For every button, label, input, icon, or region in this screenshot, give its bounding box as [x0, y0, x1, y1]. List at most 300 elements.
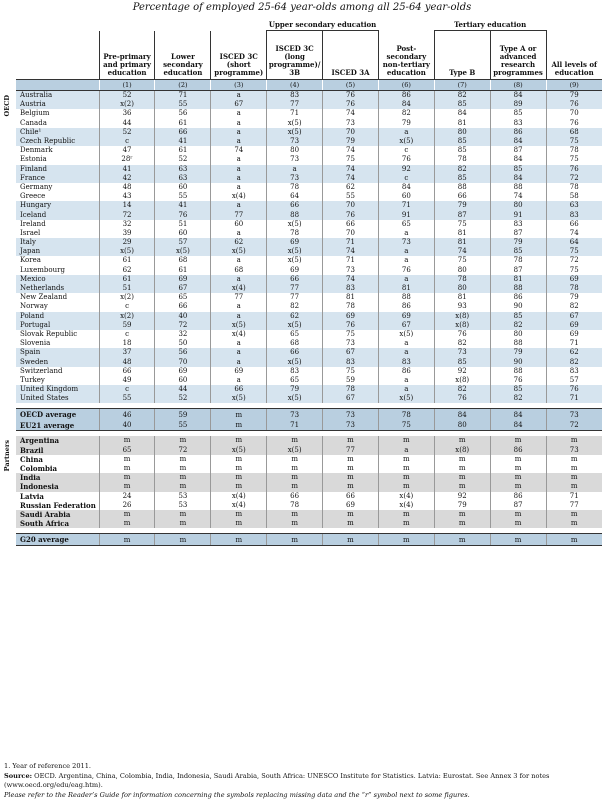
table-row [2, 385, 602, 394]
table-cell: 43 [99, 192, 155, 201]
country-name: Spain [16, 348, 99, 357]
table-row [2, 247, 602, 256]
column-index-6: (6) [378, 80, 434, 91]
table-row [2, 501, 602, 510]
table-cell: 84 [490, 409, 546, 420]
table-cell: 76 [434, 330, 490, 339]
table-cell: 18 [99, 339, 155, 348]
table-cell: 80 [490, 201, 546, 210]
column-header-1: Pre-primary and primary education [99, 31, 155, 80]
table-cell: 63 [155, 165, 211, 174]
table-row [2, 183, 602, 192]
table-cell: 88 [490, 183, 546, 192]
table-cell: 66 [267, 348, 323, 357]
table-cell: 39 [99, 229, 155, 238]
table-cell: m [211, 436, 267, 445]
table-cell: m [267, 464, 323, 473]
table-row [2, 446, 602, 455]
group-upper-secondary: Upper secondary education [267, 18, 379, 31]
table-notes [4, 762, 602, 800]
table-cell: x(4) [378, 492, 434, 501]
table-cell: m [546, 464, 602, 473]
country-name: Japan [16, 247, 99, 256]
table-cell: m [378, 510, 434, 519]
country-name: Czech Republic [16, 137, 99, 146]
table-cell: 83 [546, 367, 602, 376]
table-cell: 62 [546, 348, 602, 357]
table-cell: 84 [434, 409, 490, 420]
table-cell: 32 [155, 330, 211, 339]
table-cell: 53 [155, 492, 211, 501]
table-cell: 76 [323, 210, 379, 219]
table-cell: 80 [434, 284, 490, 293]
country-name: Russian Federation [20, 500, 96, 510]
table-cell: 36 [99, 109, 155, 118]
table-cell: 53 [155, 501, 211, 510]
table-cell: 73 [323, 420, 379, 431]
table-cell: 78 [378, 409, 434, 420]
table-cell: 86 [490, 446, 546, 455]
column-header-2: Lower secondary education [155, 31, 211, 80]
table-cell: 93 [434, 302, 490, 311]
table-cell: m [434, 455, 490, 464]
table-row [2, 312, 602, 321]
table-cell: 75 [546, 155, 602, 164]
table-row [2, 174, 602, 183]
table-cell: 74 [323, 174, 379, 183]
country-name: China [20, 454, 43, 464]
table-cell: 88 [267, 210, 323, 219]
table-cell: 67 [323, 394, 379, 403]
table-cell: m [211, 420, 267, 431]
table-cell: 80 [490, 330, 546, 339]
table-cell: a [211, 128, 267, 137]
table-cell: 90 [490, 357, 546, 366]
table-cell: 62 [99, 266, 155, 275]
table-cell: 84 [490, 137, 546, 146]
country-name: Korea [20, 256, 41, 265]
table-row [2, 339, 602, 348]
table-cell: 86 [378, 367, 434, 376]
table-cell: 48 [99, 357, 155, 366]
footnote: 1. Year of reference 2011. [4, 762, 92, 770]
table-cell: 65 [155, 293, 211, 302]
table-cell: a [378, 348, 434, 357]
table-row [2, 266, 602, 275]
table-cell: 79 [434, 201, 490, 210]
table-cell: m [211, 473, 267, 482]
table-cell: 77 [211, 210, 267, 219]
table-cell: x(5) [267, 220, 323, 229]
table-row [2, 128, 602, 137]
table-cell: m [211, 409, 267, 420]
table-cell: 73 [546, 409, 602, 420]
table-cell: 82 [490, 321, 546, 330]
table-cell: m [378, 534, 434, 546]
country-name: Netherlands [16, 284, 99, 293]
table-cell: 55 [155, 192, 211, 201]
table-cell: 66 [155, 128, 211, 137]
column-header-8: Type A or advanced research programmes [490, 31, 546, 80]
table-cell: 69 [323, 501, 379, 510]
table-cell: a [378, 339, 434, 348]
table-cell: a [211, 137, 267, 146]
country-name: Saudi Arabia [16, 510, 99, 519]
table-cell: 51 [99, 284, 155, 293]
country-name: South Africa [16, 519, 99, 528]
table-cell: 60 [211, 220, 267, 229]
column-header-row [2, 31, 602, 80]
table-cell: 74 [211, 146, 267, 155]
table-cell: 63 [546, 201, 602, 210]
country-name: Chile¹ [16, 128, 99, 137]
table-cell: m [211, 482, 267, 491]
table-cell: 24 [99, 492, 155, 501]
table-cell: 74 [323, 146, 379, 155]
table-cell: x(5) [267, 247, 323, 256]
table-cell: a [378, 229, 434, 238]
table-cell: x(5) [267, 128, 323, 137]
table-cell: 70 [323, 229, 379, 238]
table-cell: x(5) [211, 247, 267, 256]
table-cell: 56 [155, 109, 211, 118]
table-cell: 71 [546, 492, 602, 501]
table-cell: 92 [434, 367, 490, 376]
table-cell: 40 [99, 420, 155, 431]
table-cell: m [490, 519, 546, 528]
table-cell: 68 [155, 256, 211, 265]
table-cell: 59 [323, 376, 379, 385]
table-cell: m [155, 482, 211, 491]
table-row [2, 492, 602, 501]
table-cell: 73 [323, 409, 379, 420]
table-row [2, 201, 602, 210]
table-cell: x(5) [211, 446, 267, 455]
column-header-9: All levels of education [546, 31, 602, 80]
table-cell: m [211, 464, 267, 473]
table-cell: m [378, 482, 434, 491]
table-row [2, 229, 602, 238]
table-cell: 85 [434, 174, 490, 183]
table-cell: 79 [546, 91, 602, 101]
table-cell: 57 [155, 238, 211, 247]
country-name: G20 average [16, 534, 99, 546]
table-cell: 82 [267, 302, 323, 311]
table-cell: 64 [546, 238, 602, 247]
table-cell: 72 [155, 321, 211, 330]
country-name: Greece [20, 192, 46, 201]
table-cell: a [378, 275, 434, 284]
table-cell: 70 [323, 201, 379, 210]
table-cell: 55 [155, 420, 211, 431]
group-tertiary: Tertiary education [434, 18, 546, 31]
table-cell: 82 [434, 165, 490, 174]
table-cell: 82 [490, 394, 546, 403]
country-name: Germany [20, 182, 53, 191]
table-cell: 52 [99, 91, 155, 101]
table-cell: x(4) [211, 284, 267, 293]
table-cell: a [211, 119, 267, 128]
table-cell: x(4) [211, 492, 267, 501]
table-cell: x(5) [267, 256, 323, 265]
column-index-row [2, 80, 602, 91]
table-cell: 76 [323, 321, 379, 330]
table-cell: m [155, 464, 211, 473]
table-cell: 75 [434, 256, 490, 265]
table-cell: 91 [378, 210, 434, 219]
table-cell: 85 [490, 385, 546, 394]
table-cell: 79 [323, 137, 379, 146]
table-cell: 91 [490, 210, 546, 219]
table-cell: x(5) [378, 330, 434, 339]
table-cell: m [378, 519, 434, 528]
table-row [2, 109, 602, 118]
table-cell: x(5) [155, 247, 211, 256]
table-cell: 50 [155, 339, 211, 348]
table-cell: 87 [490, 229, 546, 238]
table-row [2, 330, 602, 339]
table-cell: 69 [211, 367, 267, 376]
country-name: Israel [20, 228, 41, 237]
table-cell: m [99, 510, 155, 519]
table-cell: 78 [490, 256, 546, 265]
table-cell: x(5) [267, 446, 323, 455]
table-cell: 69 [155, 275, 211, 284]
table-cell: 78 [267, 501, 323, 510]
table-cell: 76 [434, 394, 490, 403]
table-cell: 44 [99, 119, 155, 128]
column-header-3: ISCED 3C (short programme) [211, 31, 267, 80]
table-cell: a [211, 109, 267, 118]
table-cell: 78 [434, 275, 490, 284]
table-cell: 66 [155, 302, 211, 311]
country-name: Switzerland [20, 366, 63, 375]
table-cell: a [211, 155, 267, 164]
table-cell: 66 [267, 275, 323, 284]
column-index-3: (3) [211, 80, 267, 91]
country-name: New Zealand [20, 293, 68, 302]
column-index-4: (4) [267, 80, 323, 91]
table-cell: 29 [99, 238, 155, 247]
table-cell: m [99, 519, 155, 528]
table-cell: c [378, 174, 434, 183]
country-name: Colombia [20, 464, 58, 474]
table-cell: 75 [323, 155, 379, 164]
table-cell: m [323, 534, 379, 546]
table-row [2, 510, 602, 519]
country-name: Turkey [20, 375, 45, 384]
table-cell: 26 [99, 501, 155, 510]
table-cell: x(4) [211, 330, 267, 339]
table-cell: 71 [378, 201, 434, 210]
table-cell: 74 [434, 247, 490, 256]
table-cell: 60 [155, 229, 211, 238]
table-row [2, 165, 602, 174]
table-row [2, 293, 602, 302]
table-cell: m [211, 455, 267, 464]
table-row [2, 137, 602, 146]
table-cell: 77 [323, 446, 379, 455]
table-cell: 71 [323, 256, 379, 265]
table-cell: 77 [267, 293, 323, 302]
table-row [2, 376, 602, 385]
table-row [2, 100, 602, 109]
table-cell: 88 [490, 284, 546, 293]
table-cell: 69 [267, 238, 323, 247]
table-cell: x(8) [434, 446, 490, 455]
table-cell: m [267, 436, 323, 445]
table-cell: m [490, 455, 546, 464]
table-cell: 86 [490, 293, 546, 302]
table-cell: 87 [490, 146, 546, 155]
table-cell: 71 [546, 394, 602, 403]
table-cell: 79 [490, 348, 546, 357]
country-name: Latvia [20, 491, 44, 501]
table-cell: 84 [490, 155, 546, 164]
table-cell: 78 [323, 385, 379, 394]
table-cell: x(5) [99, 247, 155, 256]
table-cell: 48 [99, 183, 155, 192]
table-cell: 88 [378, 293, 434, 302]
table-cell: m [267, 534, 323, 546]
table-cell: m [267, 455, 323, 464]
table-cell: m [155, 534, 211, 546]
column-index-7: (7) [434, 80, 490, 91]
table-cell: 85 [434, 357, 490, 366]
table-title: Percentage of employed 25-64 year-olds among all 25-64 year-olds [132, 2, 472, 13]
table-cell: m [434, 510, 490, 519]
table-cell: m [546, 519, 602, 528]
table-cell: a [378, 376, 434, 385]
table-cell: a [378, 256, 434, 265]
table-cell: a [211, 357, 267, 366]
table-cell: m [378, 455, 434, 464]
table-cell: 75 [323, 330, 379, 339]
table-cell: m [323, 455, 379, 464]
table-cell: 69 [546, 321, 602, 330]
table-cell: 76 [323, 91, 379, 101]
table-cell: 58 [546, 192, 602, 201]
country-name: Finland [16, 165, 99, 174]
table-cell: m [378, 436, 434, 445]
table-cell: a [211, 165, 267, 174]
table-cell: 66 [99, 367, 155, 376]
table-cell: 75 [546, 137, 602, 146]
table-cell: 62 [323, 183, 379, 192]
table-cell: 61 [99, 275, 155, 284]
table-cell: 76 [490, 376, 546, 385]
table-cell: 78 [546, 284, 602, 293]
table-cell: 55 [323, 192, 379, 201]
table-cell: 83 [378, 357, 434, 366]
table-cell: 88 [490, 339, 546, 348]
table-cell: 86 [490, 492, 546, 501]
country-name: Ireland [20, 219, 46, 228]
table-cell: m [546, 436, 602, 445]
table-cell: 75 [546, 247, 602, 256]
country-name: Slovak Republic [20, 329, 78, 338]
table-cell: x(5) [211, 321, 267, 330]
section-spacer [2, 409, 16, 420]
table-row [2, 238, 602, 247]
table-row [2, 394, 602, 403]
table-cell: 66 [323, 492, 379, 501]
country-name: Brazil [16, 446, 99, 455]
table-row [2, 119, 602, 128]
table-cell: 85 [490, 247, 546, 256]
table-cell: 67 [323, 348, 379, 357]
table-cell: 78 [434, 155, 490, 164]
table-cell: 73 [378, 238, 434, 247]
table-cell: 86 [378, 91, 434, 101]
table-cell: 77 [546, 501, 602, 510]
table-cell: 73 [267, 409, 323, 420]
table-cell: m [434, 534, 490, 546]
table-cell: 85 [490, 109, 546, 118]
country-name: Australia [16, 91, 99, 101]
table-cell: 92 [378, 165, 434, 174]
table-cell: x(5) [267, 321, 323, 330]
table-cell: a [378, 446, 434, 455]
table-cell: 44 [155, 385, 211, 394]
table-row [2, 455, 602, 464]
table-row [2, 321, 602, 330]
table-cell: 79 [546, 293, 602, 302]
table-cell: 37 [99, 348, 155, 357]
table-row [2, 155, 602, 164]
table-cell: x(8) [434, 376, 490, 385]
table-cell: 46 [99, 409, 155, 420]
table-cell: 85 [490, 165, 546, 174]
table-cell: 80 [434, 266, 490, 275]
table-cell: 71 [267, 420, 323, 431]
source-text: OECD. Argentina, China, Colombia, India, Indonesia, Saudi Arabia, South Africa: UNESCO Institute for Statistics. Latvia: Eurostat. See Annex 3 for notes (www.oecd.org/edu/eag.htm). [4, 771, 550, 789]
country-name: India [16, 473, 99, 482]
table-cell: x(4) [211, 192, 267, 201]
section-oecd-label: OECD [3, 94, 11, 116]
table-cell: 76 [546, 385, 602, 394]
table-cell: 84 [490, 420, 546, 431]
table-cell: 72 [155, 446, 211, 455]
table-cell: 60 [378, 192, 434, 201]
table-cell: 81 [434, 119, 490, 128]
table-cell: 90 [490, 302, 546, 311]
table-cell: 76 [378, 266, 434, 275]
table-cell: m [267, 482, 323, 491]
country-name: Luxembourg [20, 265, 65, 274]
table-cell: 69 [323, 312, 379, 321]
table-cell: m [99, 436, 155, 445]
table-cell: 84 [490, 91, 546, 101]
table-cell: 73 [434, 348, 490, 357]
table-row [2, 357, 602, 366]
table-cell: m [490, 436, 546, 445]
table-cell: 79 [434, 501, 490, 510]
table-cell: x(4) [211, 501, 267, 510]
country-name: Iceland [16, 210, 99, 219]
table-row [2, 220, 602, 229]
table-cell: m [546, 455, 602, 464]
table-cell: 83 [323, 357, 379, 366]
table-row [2, 534, 602, 546]
table-cell: 49 [99, 376, 155, 385]
table-cell: a [211, 256, 267, 265]
table-cell: m [99, 455, 155, 464]
table-cell: 68 [267, 339, 323, 348]
table-cell: m [211, 510, 267, 519]
table-cell: 72 [99, 210, 155, 219]
table-cell: x(5) [211, 394, 267, 403]
